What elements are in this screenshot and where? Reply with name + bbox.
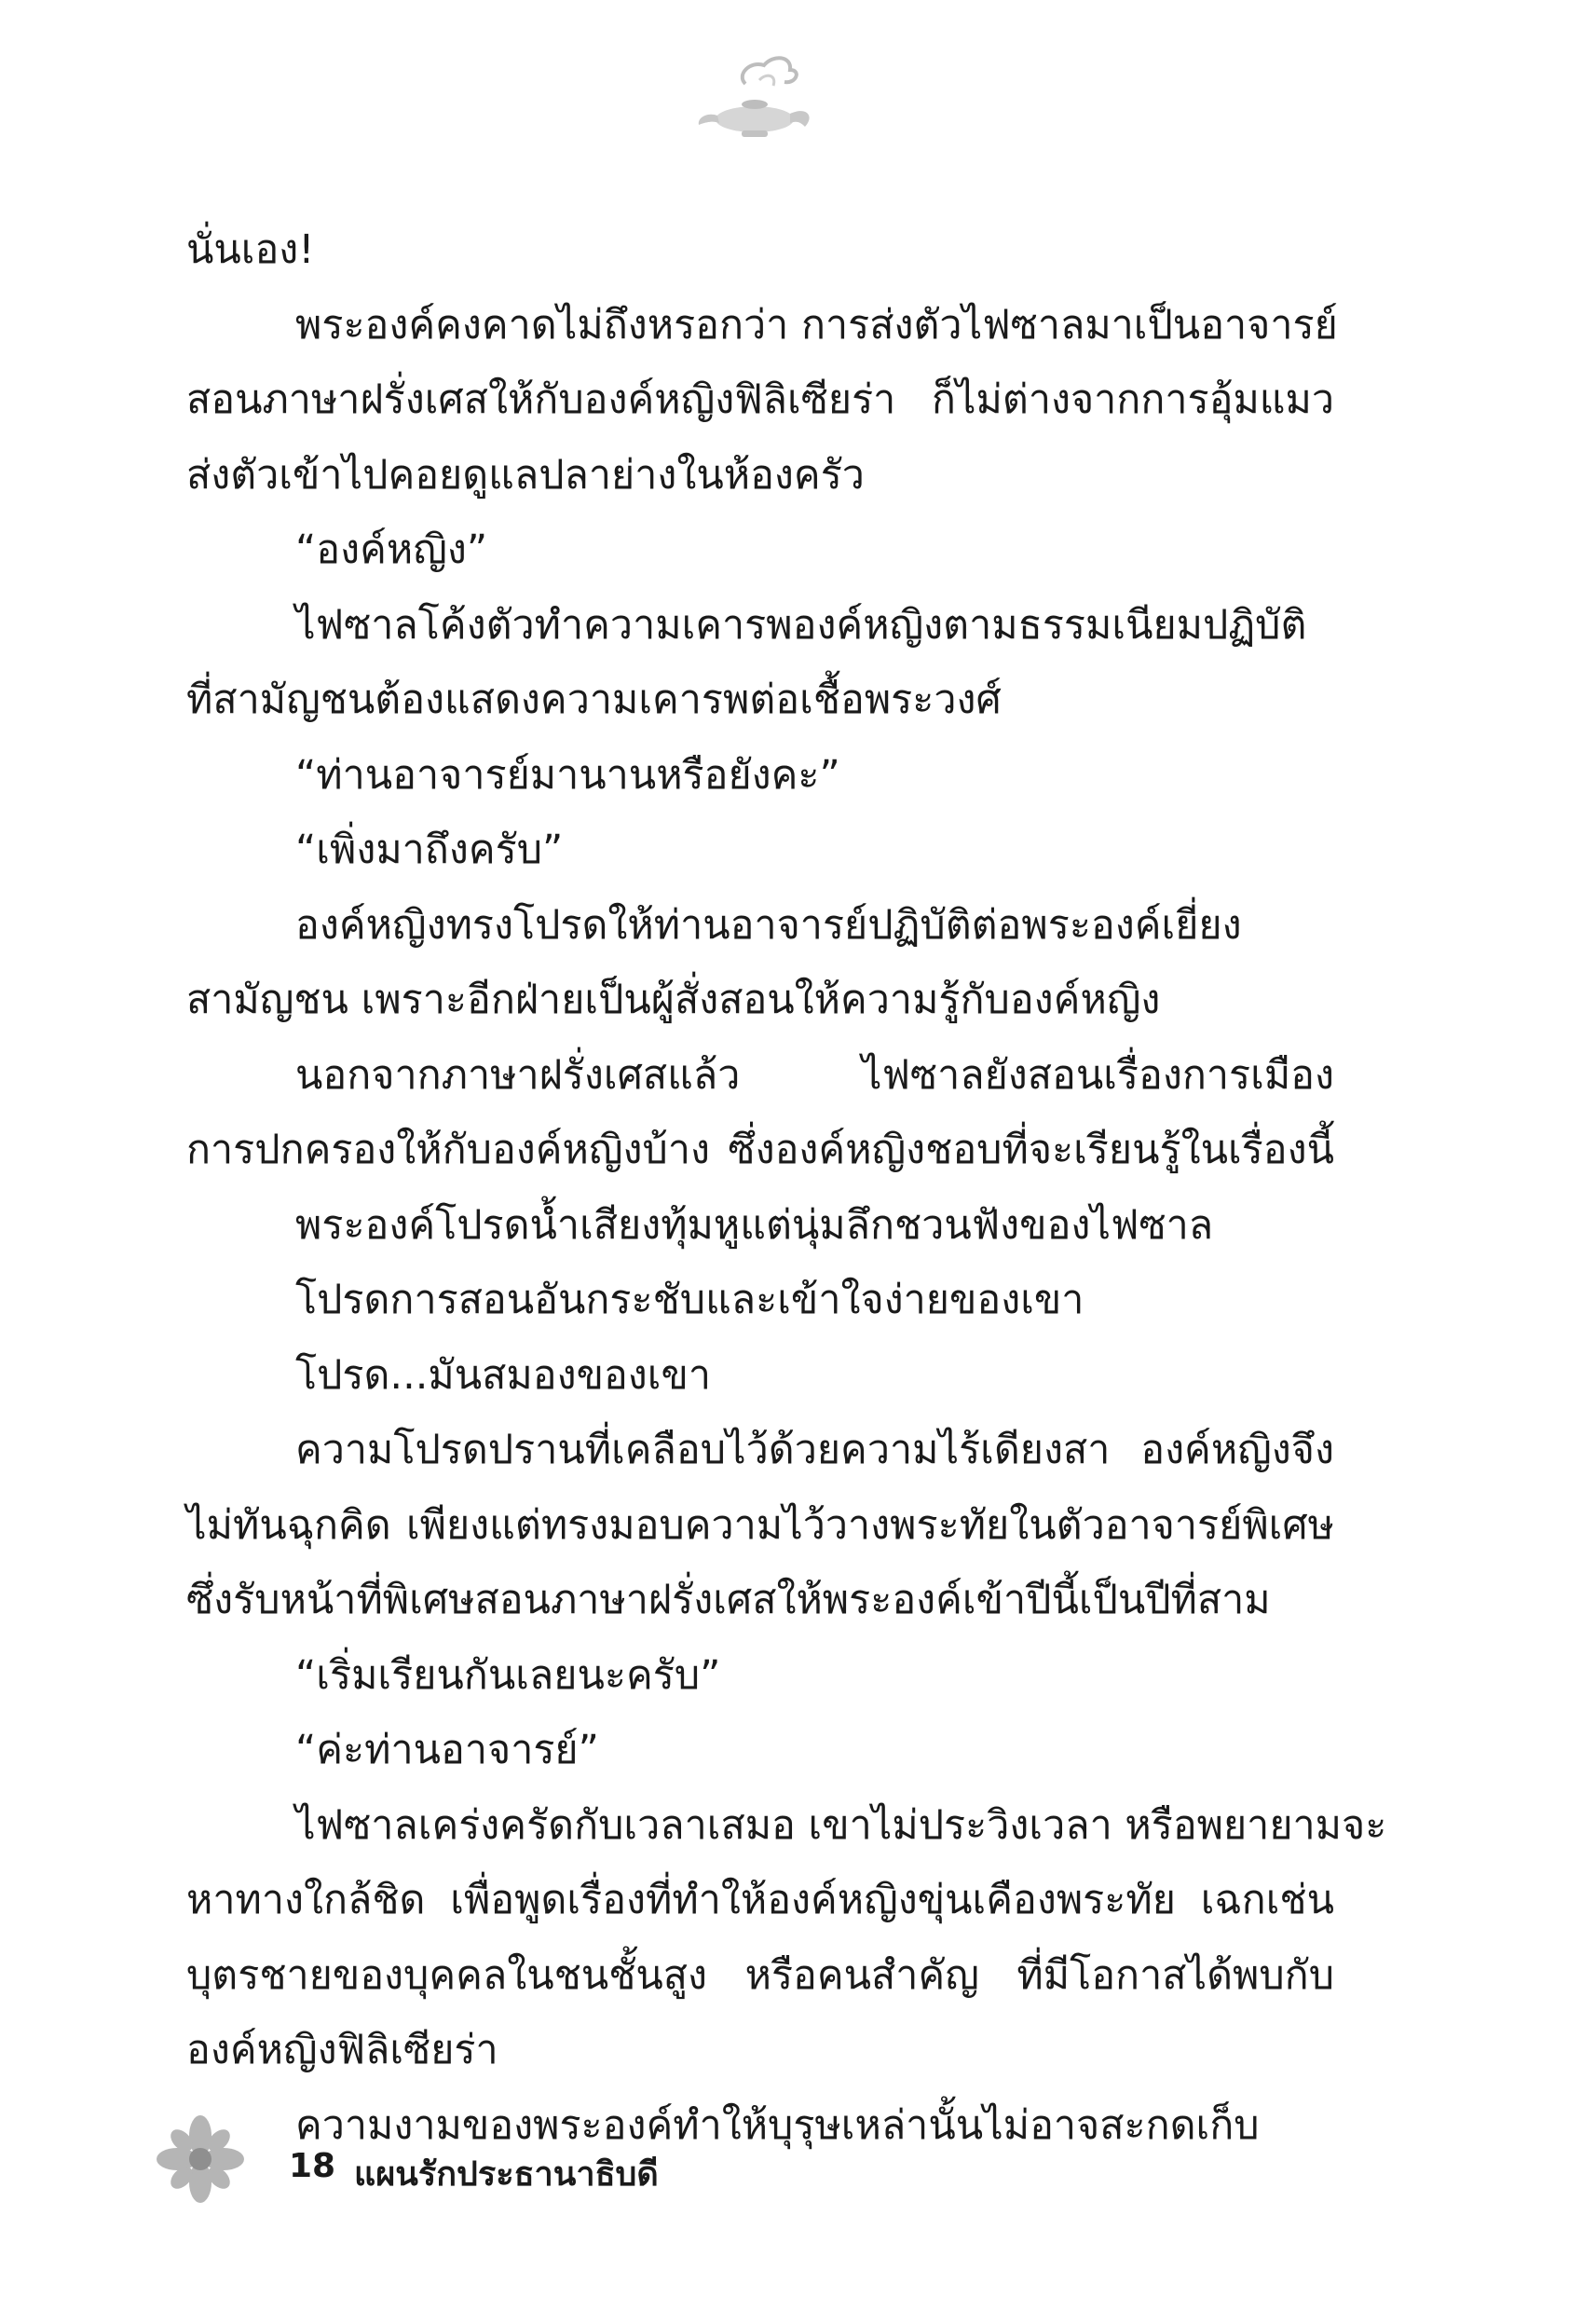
text-line: บุตรชายของบุคคลในชนชั้นสูง หรือคนสำคัญ ที่มีโอกาสได้พบกับ: [186, 1951, 1334, 1999]
text-line: พระองค์คงคาดไม่ถึงหรอกว่า การส่งตัวไฟซาลมาเป็นอาจารย์: [295, 301, 1338, 349]
text-line: “เริ่มเรียนกันเลยนะครับ”: [295, 1651, 721, 1699]
text-line: สามัญชน เพราะอีกฝ่ายเป็นผู้สั่งสอนให้ความรู้กับองค์หญิง: [186, 977, 1161, 1023]
text-line: ความโปรดปรานที่เคลือบไว้ด้วยความไร้เดียงสา องค์หญิงจึง: [295, 1427, 1334, 1473]
flower-ornament-icon: [149, 2108, 252, 2210]
text-line: “ท่านอาจารย์มานานหรือยังคะ”: [295, 751, 840, 799]
page-number: 18: [289, 2147, 336, 2185]
text-line: “องค์หญิง”: [295, 526, 488, 573]
text-line: ซึ่งรับหน้าที่พิเศษสอนภาษาฝรั่งเศสให้พระองค์เข้าปีนี้เป็นปีที่สาม: [186, 1577, 1271, 1623]
text-line: สอนภาษาฝรั่งเศสให้กับองค์หญิงฟิลิเซียร่า ก็ไม่ต่างจากการอุ้มแมว: [186, 376, 1334, 423]
text-line: โปรดการสอนอันกระชับและเข้าใจง่ายของเขา: [295, 1277, 1084, 1323]
text-line: โปรด...มันสมองของเขา: [295, 1351, 712, 1399]
text-line: องค์หญิงทรงโปรดให้ท่านอาจารย์ปฏิบัติต่อพระองค์เยี่ยง: [295, 901, 1242, 949]
body-text: [186, 212, 1387, 2163]
text-line: การปกครองให้กับองค์หญิงบ้าง ซึ่งองค์หญิงชอบที่จะเรียนรู้ในเรื่องนี้: [186, 1127, 1334, 1173]
text-line: ไฟซาลเคร่งครัดกับเวลาเสมอ เขาไม่ประวิงเวลา หรือพยายามจะ: [295, 1801, 1387, 1849]
text-line: นั่นเอง!: [186, 226, 315, 273]
text-line: “ค่ะท่านอาจารย์”: [295, 1727, 599, 1773]
book-title: แผนรักประธานาธิบดี: [354, 2155, 659, 2194]
text-line: องค์หญิงฟิลิเซียร่า: [186, 2027, 498, 2073]
page-footer: [149, 2108, 801, 2210]
text-line: “เพิ่งมาถึงครับ”: [295, 827, 564, 873]
text-line: นอกจากภาษาฝรั่งเศสแล้ว ไฟซาลยังสอนเรื่องการเมือง: [295, 1051, 1334, 1099]
text-line: ไม่ทันฉุกคิด เพียงแต่ทรงมอบความไว้วางพระทัยในตัวอาจารย์พิเศษ: [186, 1501, 1334, 1549]
text-line: หาทางใกล้ชิด เพื่อพูดเรื่องที่ทำให้องค์หญิงขุ่นเคืองพระทัย เฉกเช่น: [186, 1877, 1334, 1923]
text-line: ที่สามัญชนต้องแสดงความเคารพต่อเชื้อพระวงศ์: [186, 677, 1002, 723]
text-line: ส่งตัวเข้าไปคอยดูแลปลาย่างในห้องครัว: [186, 451, 865, 499]
text-line: ความงามของพระองค์ทำให้บุรุษเหล่านั้นไม่อาจสะกดเก็บ: [295, 2101, 1260, 2149]
genie-lamp-icon: [680, 47, 829, 149]
text-line: พระองค์โปรดน้ำเสียงทุ้มหูแต่นุ่มลึกชวนฟังของไฟซาล: [295, 1201, 1214, 1249]
text-line: ไฟซาลโค้งตัวทำความเคารพองค์หญิงตามธรรมเนียมปฏิบัติ: [295, 601, 1307, 649]
